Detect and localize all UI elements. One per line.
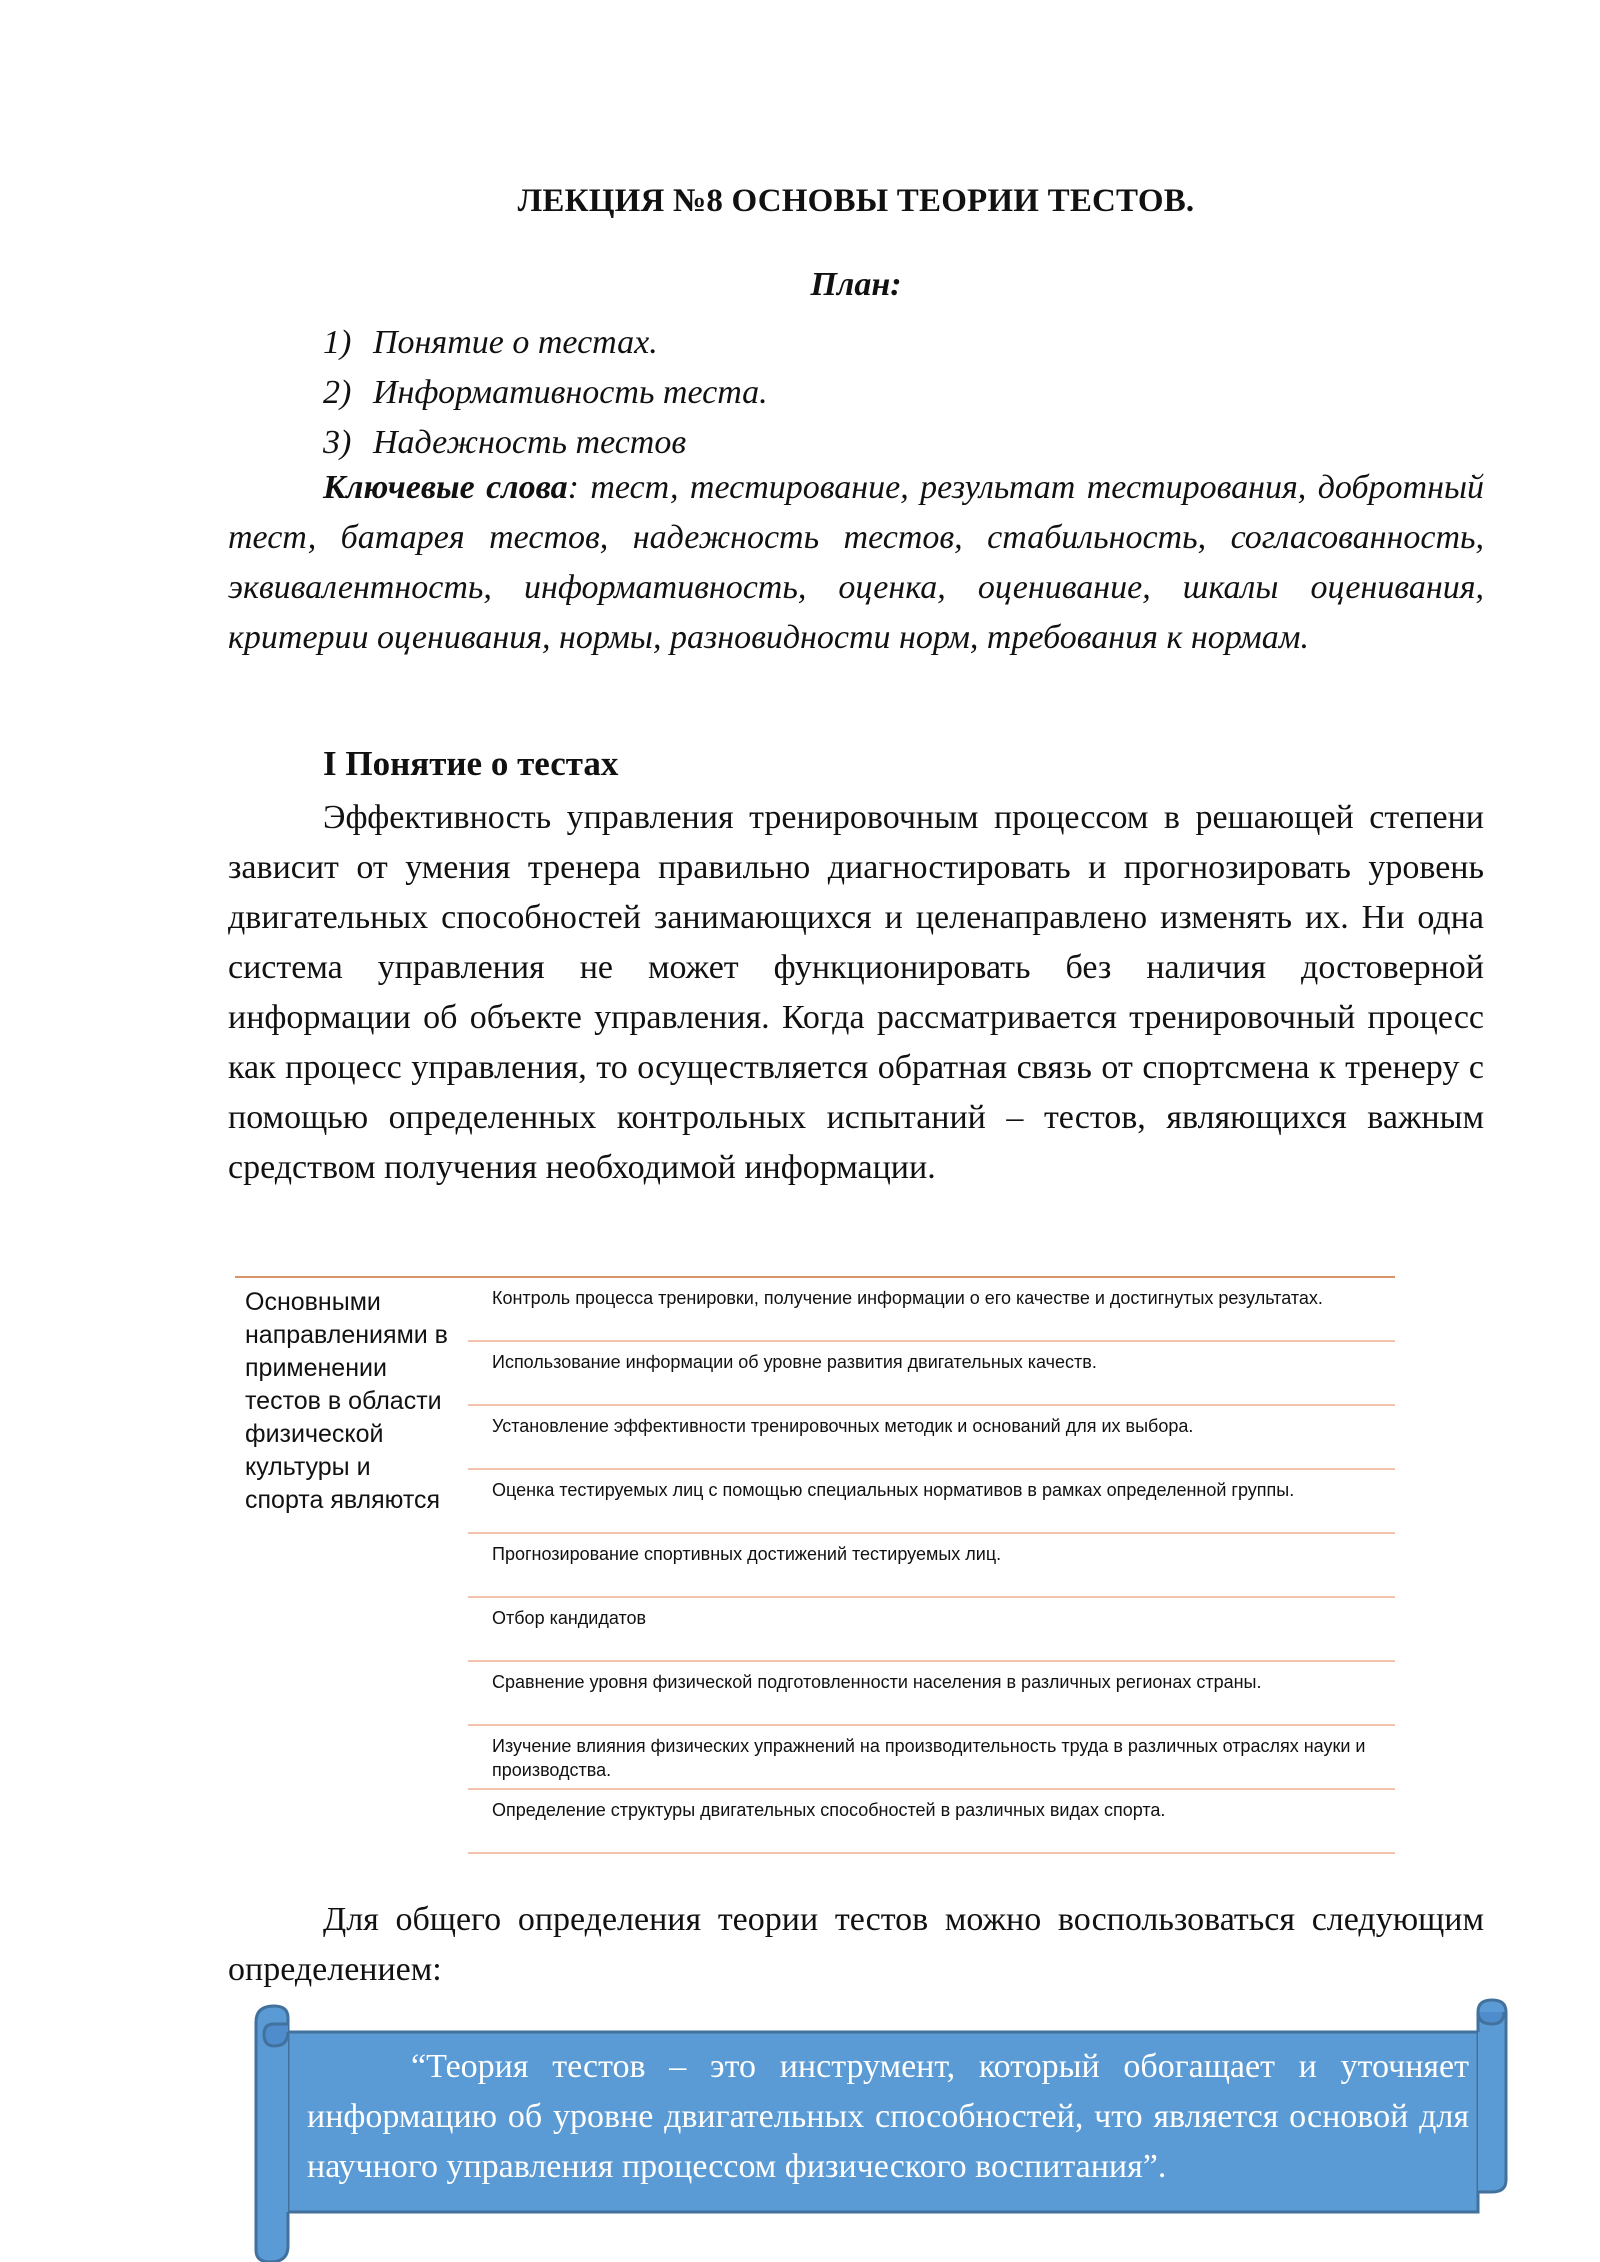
diagram-item-text: Использование информации об уровне развития двигательных качеств.	[492, 1352, 1097, 1372]
plan-item-number: 2)	[323, 374, 352, 411]
keywords-paragraph	[228, 463, 1484, 663]
plan-item-number: 3)	[323, 424, 352, 461]
keywords-text: : тест, тестирование, результат тестирования, добротный тест, батарея тестов, надежность тестов, стабильность, согласованность, эквивалентность, информативность, оценка, оценивание, шкалы оценивания, критерии оценивания, нормы, разновидности норм, требования к нормам.	[228, 469, 1484, 656]
diagram-item	[468, 1406, 1395, 1470]
diagram-item-text: Сравнение уровня физической подготовленности населения в различных регионах страны.	[492, 1672, 1262, 1692]
plan-item	[323, 368, 768, 418]
diagram-item	[468, 1662, 1395, 1726]
diagram-item-text: Определение структуры двигательных способностей в различных видах спорта.	[492, 1800, 1166, 1820]
diagram-item	[468, 1470, 1395, 1534]
plan-heading: План:	[810, 266, 902, 303]
test-directions-diagram	[235, 1276, 1395, 1862]
plan-item-text: Информативность теста.	[373, 374, 768, 411]
plan-item	[323, 318, 768, 368]
body-paragraph: Эффективность управления тренировочным процессом в решающей степени зависит от умения тренера правильно диагностировать и прогнозировать уровень двигательных способностей занимающихся и целенаправлено изменять их. Ни одна система управления не может функционировать без наличия достоверной информации об объекте управления. Когда рассматривается тренировочный процесс как процесс управления, то осуществляется обратная связь от спортсмена к тренеру с помощью определенных контрольных испытаний – тестов, являющихся важным средством получения необходимой информации.	[228, 799, 1484, 1186]
plan-list	[323, 318, 768, 468]
diagram-item-text: Оценка тестируемых лиц с помощью специальных нормативов в рамках определенной группы.	[492, 1480, 1295, 1500]
plan-item	[323, 418, 768, 468]
diagram-item	[468, 1598, 1395, 1662]
diagram-item	[468, 1342, 1395, 1406]
diagram-item	[468, 1726, 1395, 1790]
diagram-item	[468, 1278, 1395, 1342]
diagram-item-text: Изучение влияния физических упражнений на производительность труда в различных отраслях науки и производства.	[492, 1736, 1366, 1780]
plan-item-number: 1)	[323, 324, 352, 361]
definition-quote: “Теория тестов – это инструмент, который обогащает и уточняет информацию об уровне двигательных способностей, что является основой для научного управления процессом физического воспитания”.	[307, 2048, 1469, 2185]
diagram-item-text: Контроль процесса тренировки, получение информации о его качестве и достигнутых результатах.	[492, 1288, 1323, 1308]
diagram-item-list	[468, 1278, 1395, 1854]
diagram-item-text: Установление эффективности тренировочных методик и оснований для их выбора.	[492, 1416, 1194, 1436]
body-paragraph-2: Для общего определения теории тестов можно воспользоваться следующим определением:	[228, 1901, 1484, 1988]
lecture-title: ЛЕКЦИЯ №8 ОСНОВЫ ТЕОРИИ ТЕСТОВ.	[517, 183, 1195, 219]
diagram-left-label: Основными направлениями в применении тестов в области физической культуры и спорта являются	[245, 1288, 448, 1514]
diagram-item	[468, 1534, 1395, 1598]
plan-item-text: Надежность тестов	[373, 424, 687, 461]
plan-item-text: Понятие о тестах.	[373, 324, 658, 361]
diagram-item-text: Прогнозирование спортивных достижений тестируемых лиц.	[492, 1544, 1002, 1564]
section-heading: I Понятие о тестах	[323, 744, 619, 783]
diagram-item	[468, 1790, 1395, 1854]
diagram-item-text: Отбор кандидатов	[492, 1608, 647, 1628]
keywords-label: Ключевые слова	[323, 469, 568, 506]
